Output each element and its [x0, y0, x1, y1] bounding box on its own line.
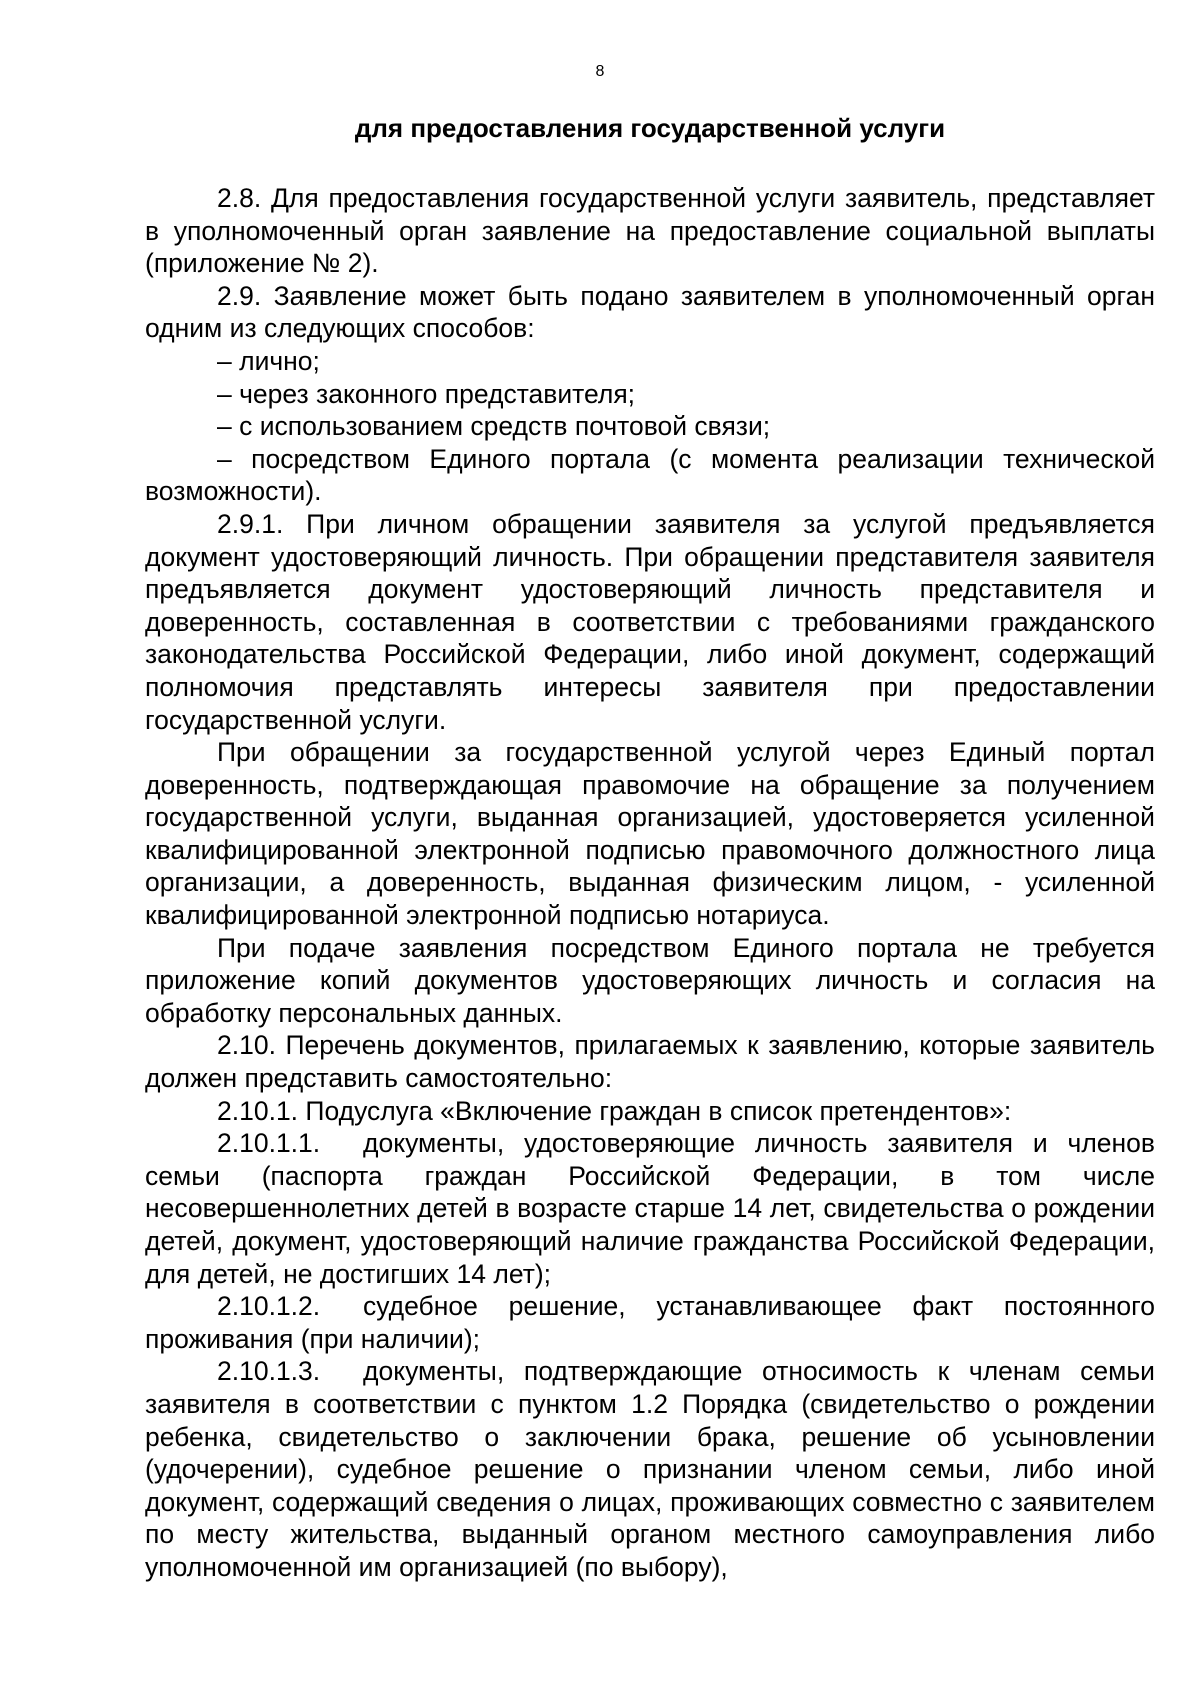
paragraph-2-9-1 [145, 508, 1155, 736]
clause-number: 2.9. [217, 280, 262, 311]
clause-number: 2.10.1.2. [217, 1291, 321, 1322]
paragraph-text: документы, удостоверяющие личность заявителя и членов семьи (паспорта граждан Российской Федерации, в том числе несовершеннолетних детей в возрасте старше 14 лет, свидетельства о рождении детей, документ, удостоверяющий наличие гражданства Российской Федерации, для детей, не достигших 14 лет); [145, 1128, 1155, 1289]
clause-number: 2.10.1. [217, 1095, 299, 1126]
list-item: – через законного представителя; [217, 378, 636, 409]
paragraph-text: судебное решение, устанавливающее факт постоянного проживания (при наличии); [145, 1291, 1155, 1354]
paragraph-text: Заявление может быть подано заявителем в уполномоченный орган одним из следующих способов: [145, 280, 1155, 344]
paragraph-portal-power-of-attorney: При обращении за государственной услугой через Единый портал доверенность, подтверждающая правомочие на обращение за получением государственной услуги, выданная организацией, удостоверяется усиленной квалифицированной электронной подписью правомочного должностного лица организации, а доверенность, выданная физическим лицом, - усиленной квалифицированной электронной подписью нотариуса. [145, 737, 1155, 931]
paragraph-text: Перечень документов, прилагаемых к заявлению, которые заявитель должен представить самостоятельно: [145, 1030, 1155, 1094]
clause-number: 2.10.1.3. [217, 1356, 321, 1387]
paragraph-text: Подуслуга «Включение граждан в список претендентов»: [305, 1095, 1012, 1126]
paragraph-2-10-1-2 [145, 1290, 1155, 1355]
paragraph-text: Для предоставления государственной услуги заявитель, представляет в уполномоченный орган заявление на предоставление социальной выплаты (приложение № 2). [145, 183, 1155, 279]
list-item: – с использованием средств почтовой связи; [217, 411, 771, 442]
paragraph-portal-copies: При подаче заявления посредством Единого портала не требуется приложение копий документов удостоверяющих личность и согласия на обработку персональных данных. [145, 932, 1155, 1028]
paragraph-2-10-1-3 [145, 1355, 1155, 1583]
page-number: 8 [595, 63, 605, 80]
paragraph-text: При личном обращении заявителя за услугой предъявляется документ удостоверяющий личность. При обращении представителя заявителя предъявляется документ удостоверяющий личность представителя и доверенность, составленная в соответствии с требованиями гражданского законодательства Российской Федерации, либо иной документ, содержащий полномочия представлять интересы заявителя при предоставлении государственной услуги. [145, 508, 1155, 735]
list-item: – посредством Единого портала (с момента реализации технической возможности). [145, 443, 1155, 507]
clause-number: 2.10. [217, 1030, 276, 1061]
paragraph-2-10 [145, 1029, 1155, 1094]
clause-number: 2.8. [217, 183, 262, 213]
paragraph-2-10-1 [145, 1095, 1155, 1128]
section-heading: для предоставления государственной услуги [354, 113, 946, 143]
clause-number: 2.9.1. [217, 508, 284, 539]
list-item: – лично; [217, 345, 320, 376]
body-text [145, 182, 1155, 1584]
paragraph-2-10-1-1 [145, 1127, 1155, 1290]
paragraph-text: документы, подтверждающие относимость к членам семьи заявителя в соответствии с пунктом 1.2 Порядка (свидетельство о рождении ребенка, свидетельство о заключении брака, решение об усыновлении (удочерении), судебное решение о признании членом семьи, либо иной документ, содержащий сведения о лицах, проживающих совместно с заявителем по месту жительства, выданный органом местного самоуправления либо уполномоченной им организацией (по выбору), [145, 1356, 1155, 1582]
paragraph-2-8 [145, 182, 1155, 280]
paragraph-2-9 [145, 280, 1155, 345]
clause-number: 2.10.1.1. [217, 1128, 321, 1159]
